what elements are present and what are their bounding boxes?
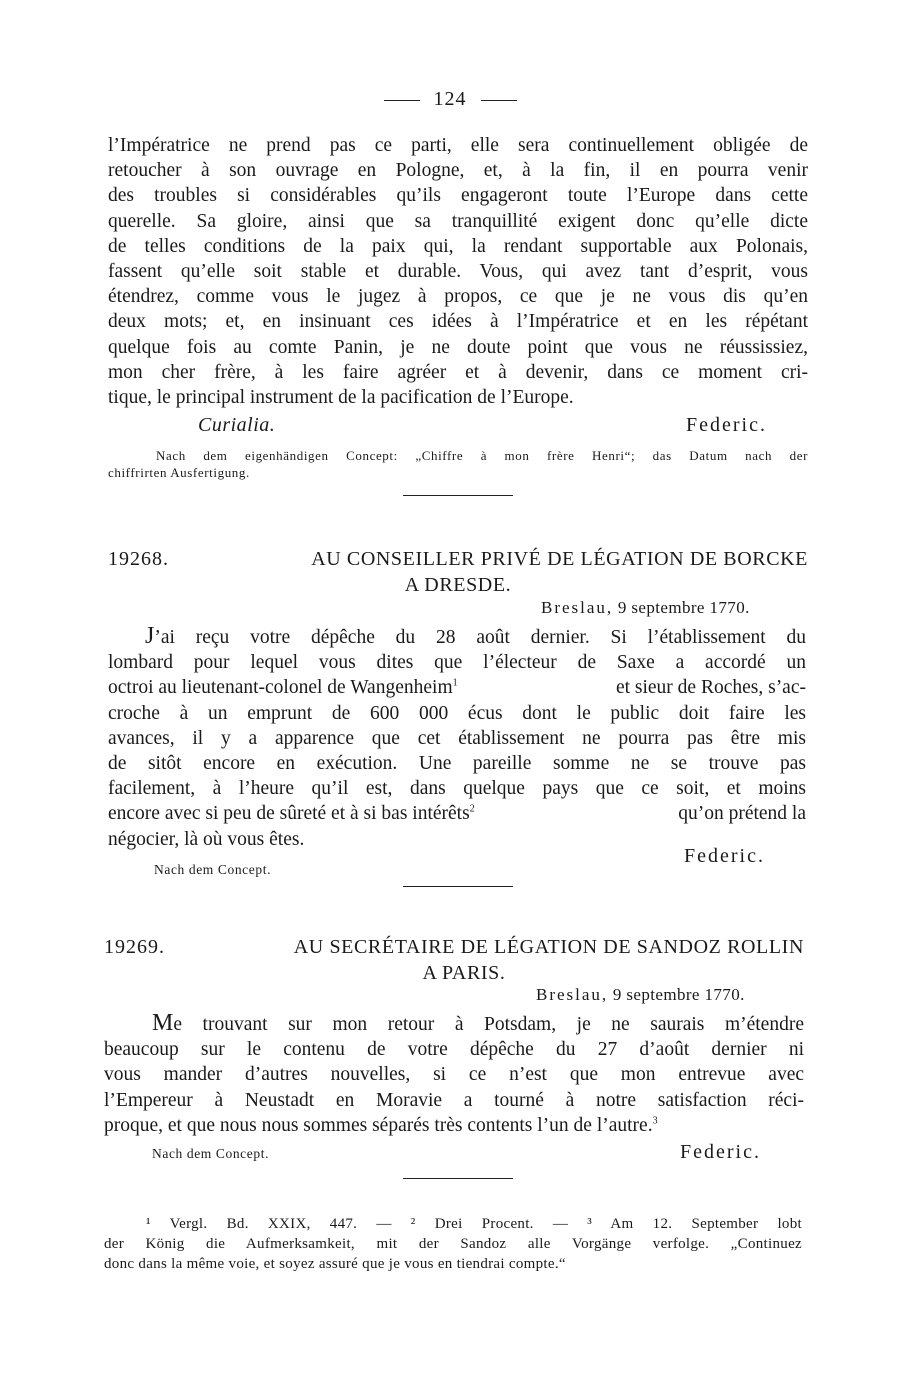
letter-body: [104, 1011, 804, 1138]
text-line: mon cher frère, à les faire agréer et à devenir, dans ce moment cri-: [108, 361, 808, 383]
text-line: retoucher à son ouvrage en Pologne, et, à la fin, il en pourra venir: [108, 160, 808, 182]
dateline: [536, 985, 745, 1005]
footnote-marker: 3: [652, 1115, 658, 1127]
footnotes: [104, 1214, 802, 1274]
source-note: Nach dem Concept.: [152, 1146, 270, 1161]
footnote-line: ¹ Vergl. Bd. XXIX, 447. — ² Drei Procent. — ³ Am 12. September lobt: [146, 1216, 802, 1232]
letter-destination: A DRESDE.: [404, 574, 512, 596]
footnote-line: donc dans la même voie, et soyez assuré que je vous en tiendrai compte.“: [104, 1256, 566, 1272]
letter-number: 19268.: [108, 548, 169, 570]
text-line: lombard pour lequel vous dites que l’électeur de Saxe a accordé un: [108, 652, 806, 674]
text-line: étendrez, comme vous le jugez à propos, ce que je ne vous dis qu’en: [108, 286, 808, 308]
text-line: l’Empereur à Neustadt en Moravie a tourné à notre satisfaction réci-: [104, 1089, 804, 1111]
text-line: quelque fois au comte Panin, je ne doute point que vous ne réussissiez,: [108, 336, 808, 358]
section-divider: [403, 1178, 513, 1179]
dateline-date: 9 septembre 1770.: [612, 985, 745, 1004]
dateline-place: Breslau,: [541, 598, 614, 617]
text-line: deux mots; et, en insinuant ces idées à l’Impératrice et en les répétant: [108, 311, 808, 333]
letter-addressee: AU SECRÉTAIRE DE LÉGATION DE SANDOZ ROLLIN: [293, 936, 804, 958]
text-line: tique, le principal instrument de la pacification de l’Europe.: [108, 387, 574, 409]
footnote-line: der König die Aufmerksamkeit, mit der Sandoz alle Vorgänge verfolge. „Continuez: [104, 1236, 802, 1252]
signature: Federic.: [680, 1141, 761, 1163]
dateline-place: Breslau,: [536, 985, 609, 1004]
curialia: Curialia.: [198, 414, 276, 436]
text-line: vous mander d’autres nouvelles, si ce n’est que mon entrevue avec: [104, 1064, 804, 1086]
signature: Federic.: [684, 845, 765, 867]
text-line: de sitôt encore en exécution. Une pareille somme ne se trouve pas: [108, 753, 806, 775]
text-line: négocier, là où vous êtes.: [108, 828, 305, 850]
continuation-paragraph: [108, 133, 808, 410]
drop-cap: M: [152, 1010, 174, 1036]
letter-destination: A PARIS.: [422, 962, 506, 984]
header-dash-right: [481, 100, 517, 101]
source-note: Nach dem Concept.: [154, 862, 272, 877]
text-line: J’ai reçu votre dépêche du 28 août dernier. Si l’établissement du: [145, 623, 806, 649]
section-divider: [403, 886, 513, 887]
text-line: des troubles si considérables qu’ils engageront toute l’Europe dans cette: [108, 185, 808, 207]
drop-cap: J: [145, 623, 155, 649]
text-line: facilement, à l’heure qu’il est, dans quelque pays que ce soit, et moins: [108, 778, 806, 800]
signature: Federic.: [686, 414, 767, 436]
source-note: chiffrirten Ausfertigung.: [108, 465, 250, 480]
source-note: Nach dem eigenhändigen Concept: „Chiffre à mon frère Henri“; das Datum nach der: [156, 448, 808, 463]
text-line: de telles conditions de la paix qui, la rendant supportable aux Polonais,: [108, 235, 808, 257]
section-divider: [403, 495, 513, 496]
dateline-date: 9 septembre 1770.: [617, 598, 750, 617]
letter-addressee: AU CONSEILLER PRIVÉ DE LÉGATION DE BORCKE: [311, 548, 808, 570]
text-line: querelle. Sa gloire, ainsi que sa tranquillité exigent donc qu’elle dicte: [108, 210, 808, 232]
text-line: Me trouvant sur mon retour à Potsdam, je ne saurais m’étendre: [152, 1010, 804, 1036]
text-line: croche à un emprunt de 600 000 écus dont le public doit faire les: [108, 702, 806, 724]
text-line: fassent qu’elle soit stable et durable. Vous, qui avez tant d’esprit, vous: [108, 261, 808, 283]
text-line: encore avec si peu de sûreté et à si bas intérêts$^2$ qu’on prétend la: [108, 803, 806, 825]
letter-body: [108, 624, 806, 852]
dateline: [541, 598, 750, 618]
text-line: proque, et que nous nous sommes séparés très contents l’un de l’autre.$^3$: [104, 1114, 658, 1136]
page-header: [0, 88, 900, 111]
header-dash-left: [384, 100, 420, 101]
letter-number: 19269.: [104, 936, 165, 958]
footnote-marker: 1: [452, 677, 458, 689]
letter-heading: [104, 934, 804, 986]
page-number: 124: [433, 88, 467, 110]
text-line: beaucoup sur le contenu de votre dépêche du 27 d’août dernier ni: [104, 1039, 804, 1061]
text-line: octroi au lieutenant-colonel de Wangenheim$^1$ et sieur de Roches, s’ac-: [108, 677, 806, 699]
letter-heading: [108, 546, 808, 598]
text-line: avances, il y a apparence que cet établissement ne pourra pas être mis: [108, 727, 806, 749]
text-line: l’Impératrice ne prend pas ce parti, elle sera continuellement obligée de: [108, 135, 808, 156]
footnote-marker: 2: [469, 803, 475, 815]
